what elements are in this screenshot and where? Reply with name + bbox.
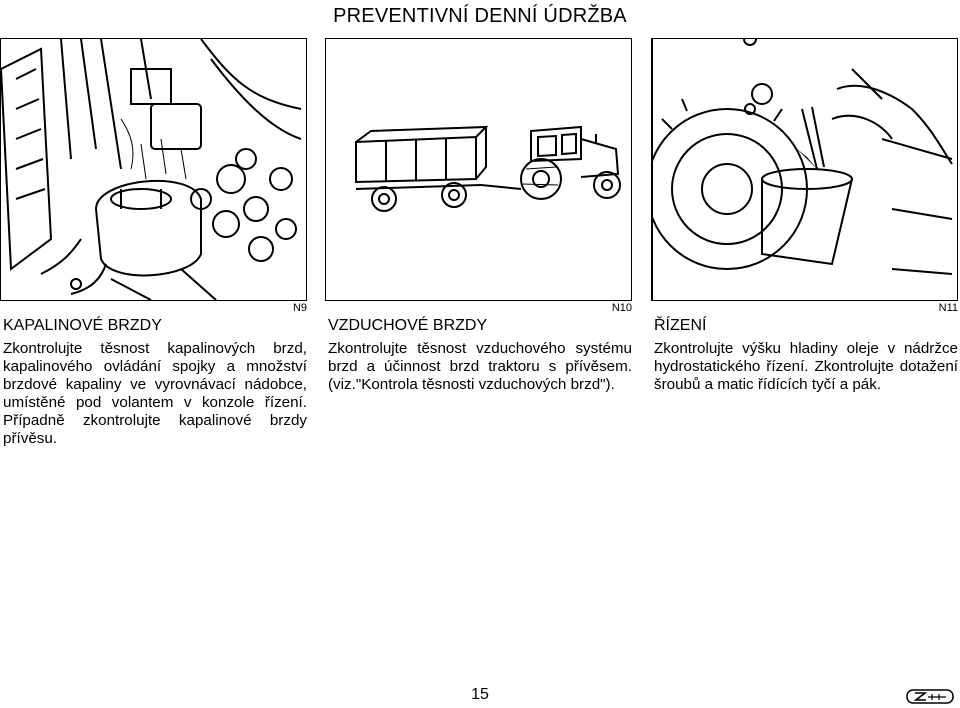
page-title: PREVENTIVNÍ DENNÍ ÚDRŽBA [333,5,627,27]
figure-brake-fluid-reservoir [0,38,307,301]
section-body: Zkontrolujte těsnost vzduchového systému brzd a účinnost brzd traktoru s přívěsem. (viz."Kontrola těsnosti vzduchových brzd"). [328,340,632,393]
figure-code: N9 [292,302,307,314]
zetor-logo [906,689,954,704]
figure-code: N11 [938,302,958,314]
page-number: 15 [471,686,489,703]
figure-tractor-with-trailer [325,38,632,301]
brake-reservoir-illustration [1,39,306,300]
section-body: Zkontrolujte těsnost kapalinových brzd, kapalinového ovládání spojky a množství brzdové kapaliny ve vyrovnávací nádobce, umístěné pod volantem v konzole řízení. Případně zkontrolujte kapalinové brzdy přívěsu. [3,340,307,447]
section-body: Zkontrolujte výšku hladiny oleje v nádržce hydrostatického řízení. Zkontrolujte dotažení šroubů a matic řídících tyčí a pák. [654,340,958,393]
figure-steering-oil-tank [651,38,958,301]
section-heading: VZDUCHOVÉ BRZDY [328,317,488,334]
section-heading: ŘÍZENÍ [654,317,707,334]
steering-tank-illustration [652,39,957,300]
tractor-trailer-illustration [326,39,631,300]
figure-code: N10 [611,302,632,314]
section-heading: KAPALINOVÉ BRZDY [3,317,162,334]
